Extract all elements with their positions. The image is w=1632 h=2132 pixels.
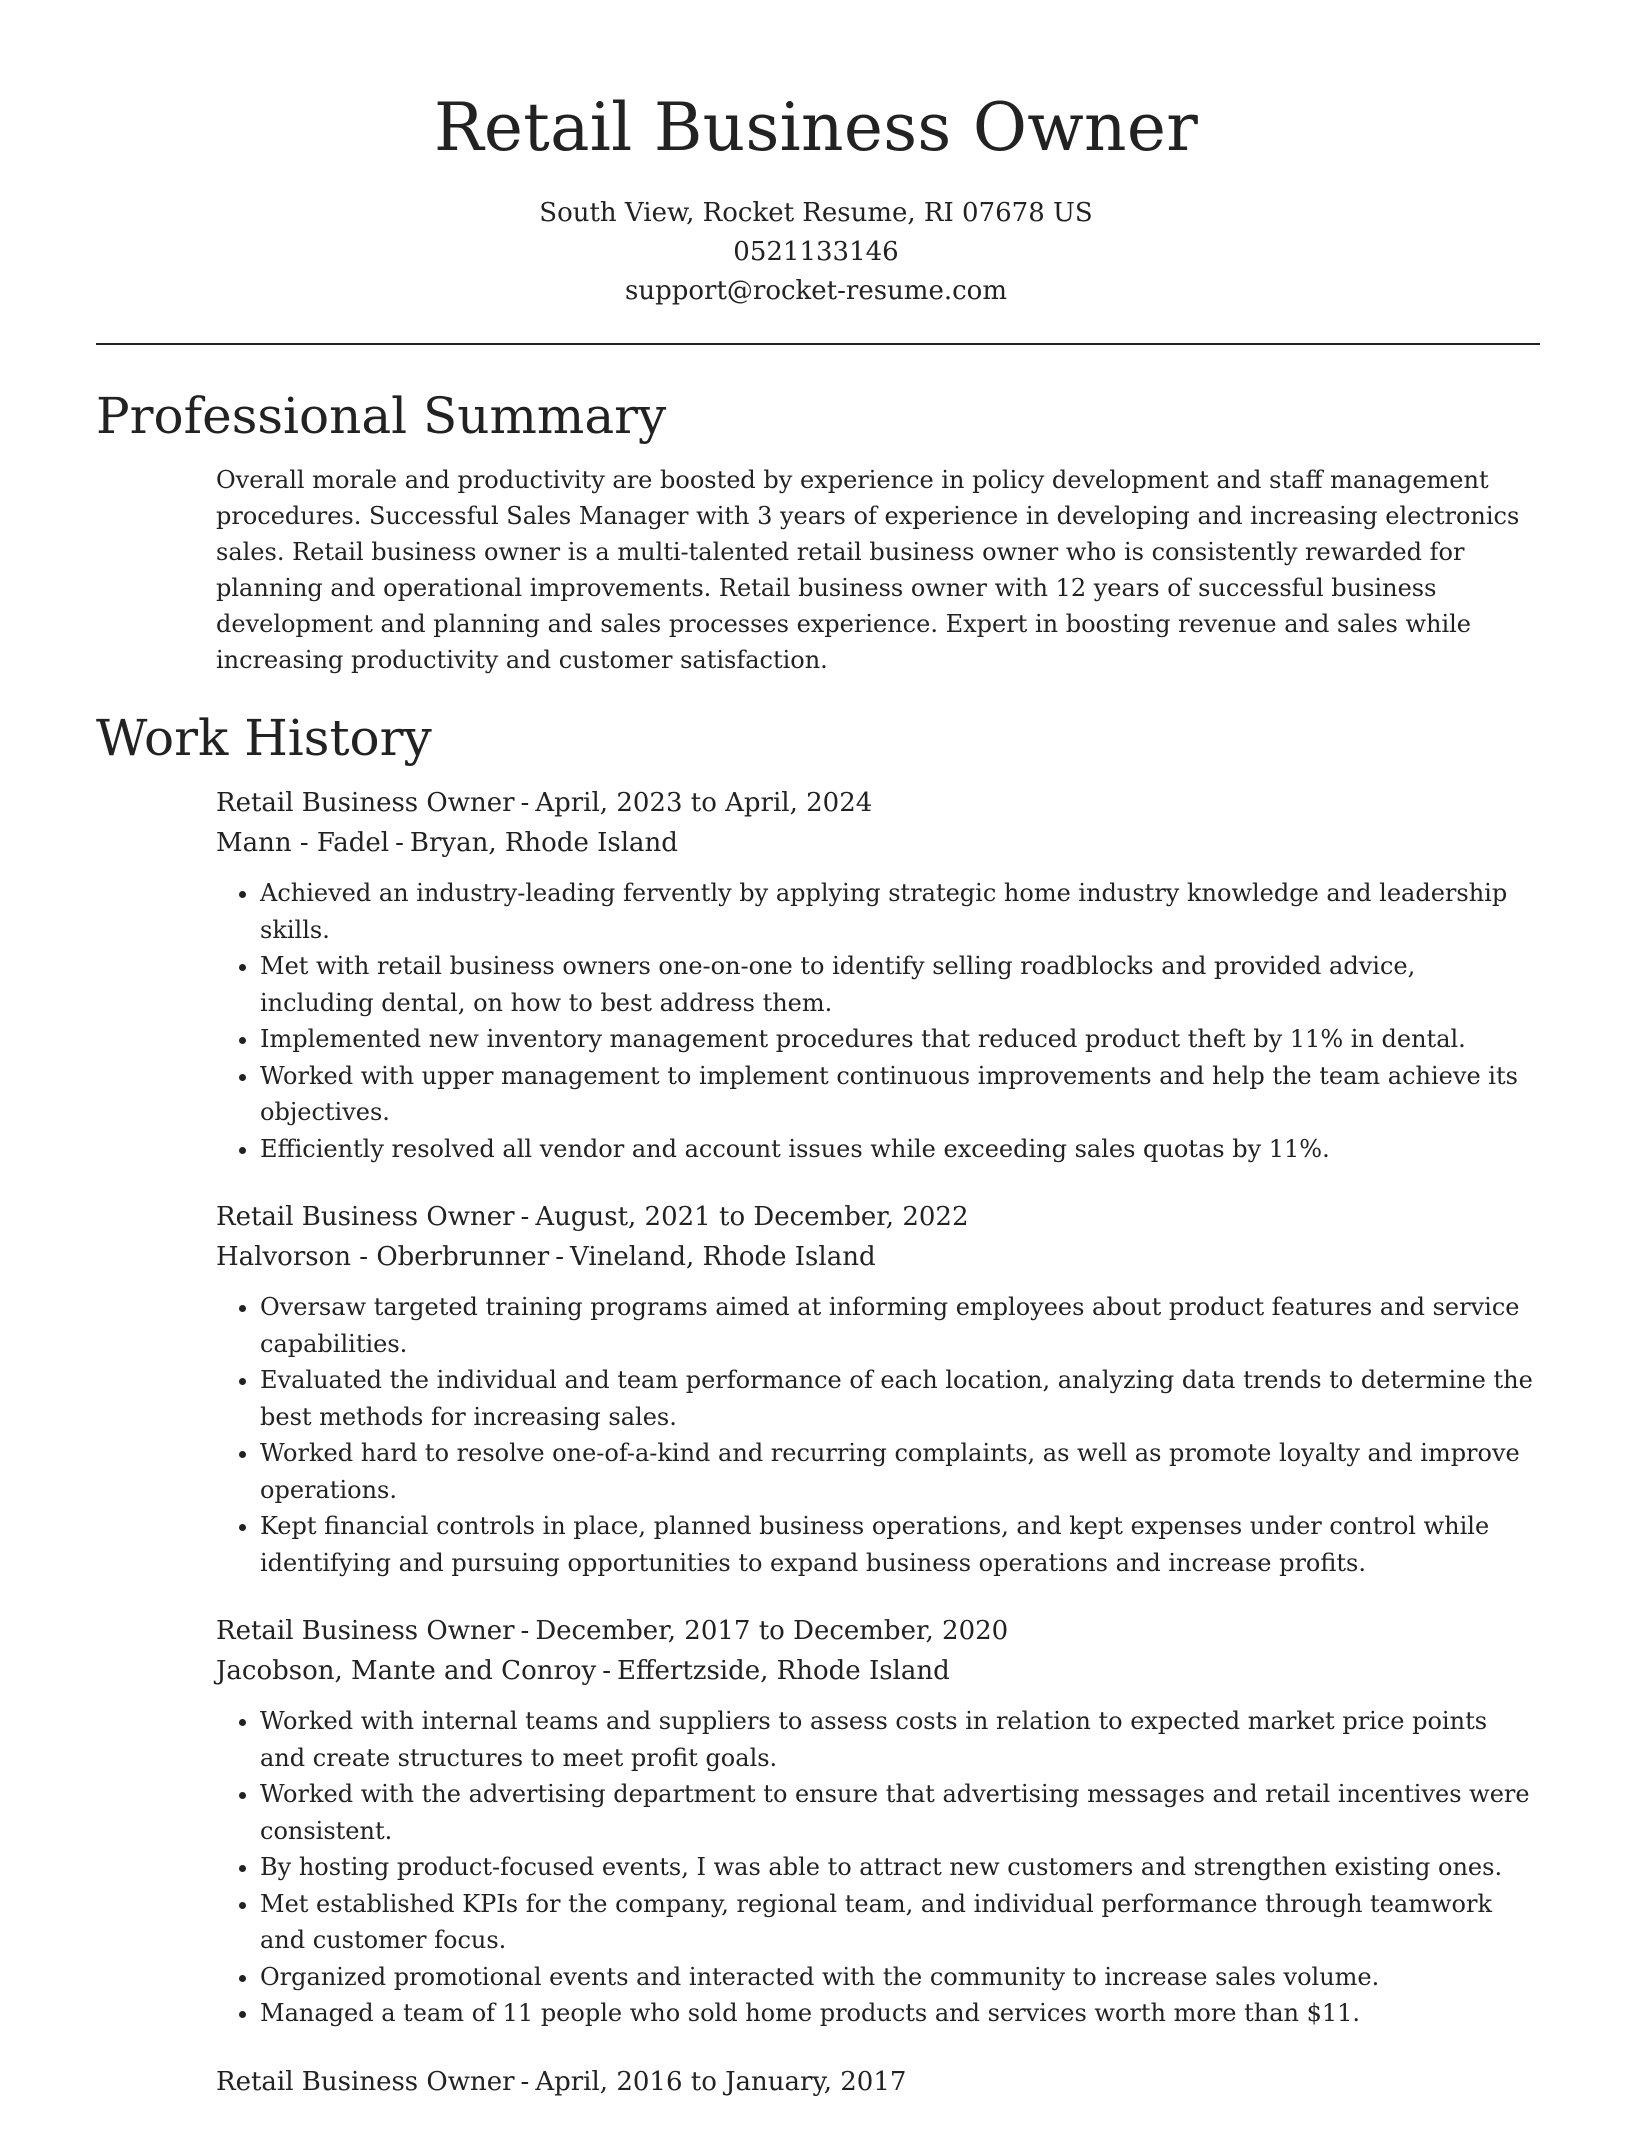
work-history-list xyxy=(216,783,1536,2132)
job-location: Vineland, Rhode Island xyxy=(570,1242,876,1272)
job-role: Retail Business Owner xyxy=(216,2066,515,2097)
job-bullet: • Managed a team of 11 people who sold home products and services worth more than $11. xyxy=(260,1995,1536,2032)
job-bullet: • Oversaw targeted training programs aimed at informing employees about product features and service capabilities. xyxy=(260,1289,1536,1362)
job-company-line xyxy=(216,823,1536,863)
job-bullets xyxy=(216,875,1536,1167)
job-bullet: • By hosting product-focused events, I was able to attract new customers and strengthen existing ones. xyxy=(260,1849,1536,1886)
job-role: Retail Business Owner xyxy=(216,1202,515,1232)
summary-heading: Professional Summary xyxy=(96,387,667,445)
job-company: Jacobson, Mante and Conroy xyxy=(216,1656,597,1686)
job-entry xyxy=(216,1611,1536,2032)
resume-name: Retail Business Owner xyxy=(433,89,1199,166)
job-bullets xyxy=(216,1289,1536,1581)
job-bullet: • Worked with internal teams and suppliers to assess costs in relation to expected market price points and create structures to meet profit goals. xyxy=(260,1703,1536,1776)
job-title-line xyxy=(216,783,1536,823)
job-title-line xyxy=(216,2062,1536,2102)
job-company: Halvorson - Oberbrunner xyxy=(216,1242,550,1272)
job-company: Mann - Fadel xyxy=(216,828,390,858)
resume-header xyxy=(0,0,1632,311)
contact-phone: 0521133146 xyxy=(733,237,899,267)
job-role: Retail Business Owner xyxy=(216,788,515,818)
job-dates: December, 2017 to December, 2020 xyxy=(535,1616,1009,1646)
job-entry xyxy=(216,2062,1536,2102)
job-role: Retail Business Owner xyxy=(216,1616,515,1646)
job-bullet: • Implemented new inventory management procedures that reduced product theft by 11% in dental. xyxy=(260,1021,1536,1058)
work-history-heading: Work History xyxy=(96,709,432,767)
job-company-line xyxy=(216,1651,1536,1691)
job-title-line xyxy=(216,1611,1536,1651)
job-bullet: • Kept financial controls in place, planned business operations, and kept expenses under control while identifying and pursuing opportunities to expand business operations and increase profits. xyxy=(260,1508,1536,1581)
job-location: Bryan, Rhode Island xyxy=(409,828,678,858)
job-bullet: • Worked with the advertising department to ensure that advertising messages and retail incentives were consistent. xyxy=(260,1776,1536,1849)
job-bullet: • Achieved an industry-leading fervently by applying strategic home industry knowledge and leadership skills. xyxy=(260,875,1536,948)
job-bullet: • Worked with upper management to implement continuous improvements and help the team achieve its objectives. xyxy=(260,1058,1536,1131)
job-entry xyxy=(216,783,1536,1167)
job-entry xyxy=(216,1197,1536,1581)
separator: - xyxy=(602,1656,612,1686)
summary-text: Overall morale and productivity are boosted by experience in policy development and staff management procedures. Successful Sales Manager with 3 years of experience in developing and increasing electronics sales. Retail business owner is a multi-talented retail business owner who is consistently rewarded for planning and operational improvements. Retail business owner with 12 years of successful business development and planning and sales processes experience. Expert in boosting revenue and sales while increasing productivity and customer satisfaction. xyxy=(216,466,1520,674)
separator: - xyxy=(520,788,530,818)
job-bullet: • Worked hard to resolve one-of-a-kind and recurring complaints, as well as promote loyalty and improve operations. xyxy=(260,1435,1536,1508)
contact-email: support@rocket-resume.com xyxy=(624,276,1007,306)
job-bullet: • Met with retail business owners one-on-one to identify selling roadblocks and provided advice, including dental, on how to best address them. xyxy=(260,948,1536,1021)
separator: - xyxy=(520,2066,530,2097)
header-divider xyxy=(96,343,1540,345)
job-bullet: • Evaluated the individual and team performance of each location, analyzing data trends to determine the best methods for increasing sales. xyxy=(260,1362,1536,1435)
job-dates: April, 2023 to April, 2024 xyxy=(535,788,873,818)
job-company-line xyxy=(216,1237,1536,1277)
contact-block xyxy=(0,194,1632,311)
job-bullets xyxy=(216,1703,1536,2032)
job-dates: April, 2016 to January, 2017 xyxy=(535,2066,907,2097)
separator: - xyxy=(555,1242,565,1272)
job-dates: August, 2021 to December, 2022 xyxy=(535,1202,969,1232)
separator: - xyxy=(520,1616,530,1646)
contact-address: South View, Rocket Resume, RI 07678 US xyxy=(539,198,1093,228)
job-bullet: • Efficiently resolved all vendor and account issues while exceeding sales quotas by 11%. xyxy=(260,1131,1536,1168)
separator: - xyxy=(520,1202,530,1232)
job-bullet: • Organized promotional events and interacted with the community to increase sales volume. xyxy=(260,1959,1536,1996)
job-location: Effertzside, Rhode Island xyxy=(617,1656,950,1686)
job-title-line xyxy=(216,1197,1536,1237)
job-bullet: • Met established KPIs for the company, regional team, and individual performance through teamwork and customer focus. xyxy=(260,1886,1536,1959)
separator: - xyxy=(395,828,404,858)
